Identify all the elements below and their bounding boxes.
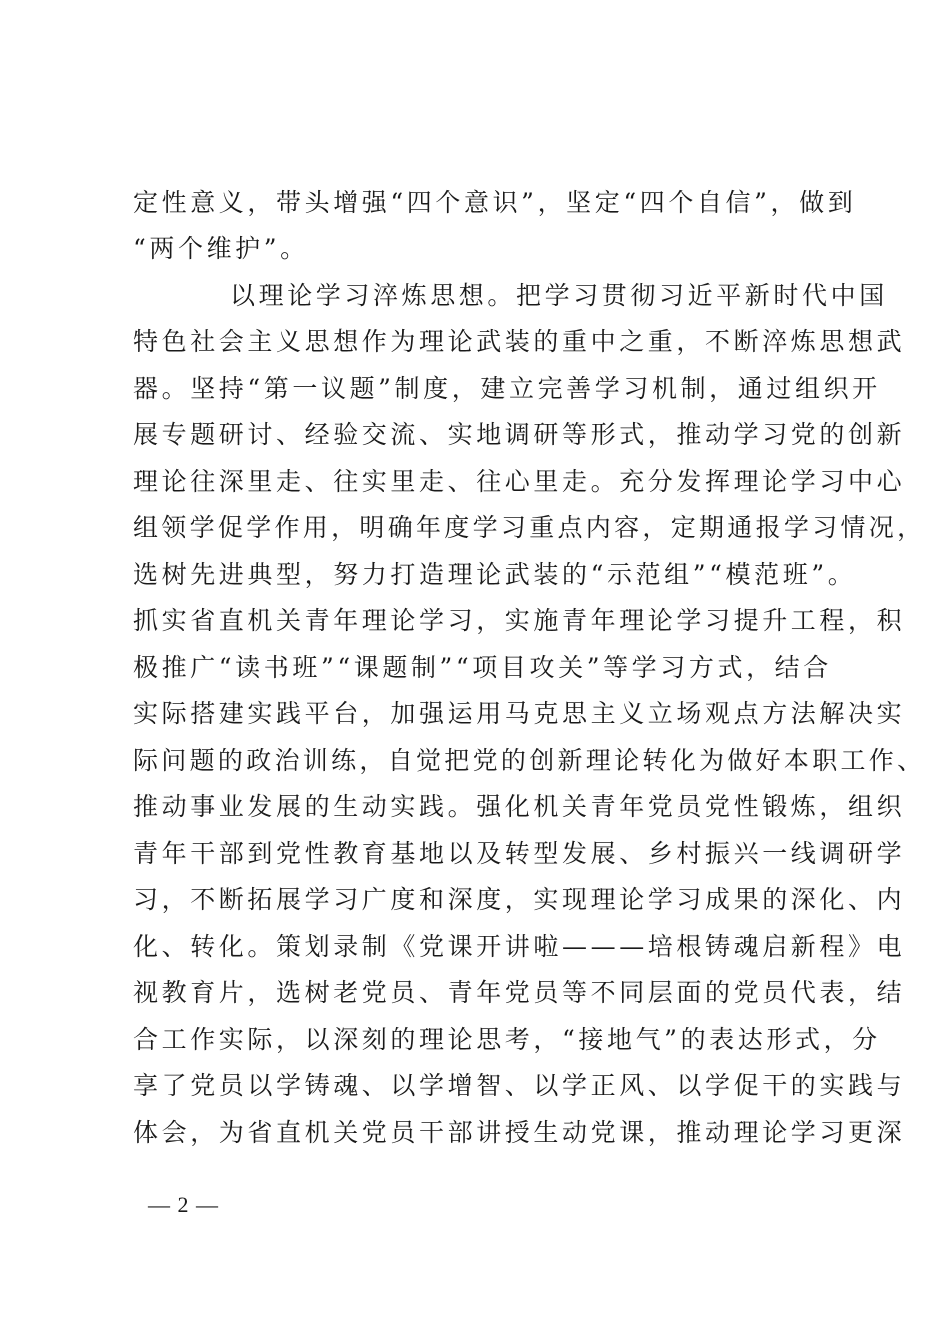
text-line-5: 器。坚持“第一议题”制度，建立完善学习机制，通过组织开	[133, 374, 881, 403]
paragraph-heading-line: 以理论学习淬炼思想。把学习贯彻习近平新时代中国	[230, 281, 888, 310]
text-line-20: 享了党员以学铸魂、以学增智、以学正风、以学促干的实践与	[133, 1071, 906, 1100]
text-line-8: 组领学促学作用，明确年度学习重点内容，定期通报学习情况，	[133, 513, 926, 542]
text-line-2: “两个维护”。	[133, 234, 309, 263]
text-line-6: 展专题研讨、经验交流、实地调研等形式，推动学习党的创新	[133, 420, 906, 449]
text-line-9: 选树先进典型，努力打造理论武装的“示范组”“模范班”。	[133, 560, 857, 589]
text-line-12: 实际搭建实践平台，加强运用马克思主义立场观点方法解决实	[133, 699, 906, 728]
text-line-18: 视教育片，选树老党员、青年党员等不同层面的党员代表，结	[133, 978, 906, 1007]
text-line-13: 际问题的政治训练，自觉把党的创新理论转化为做好本职工作、	[133, 746, 926, 775]
text-line-14: 推动事业发展的生动实践。强化机关青年党员党性锻炼，组织	[133, 792, 906, 821]
text-line-19: 合工作实际，以深刻的理论思考，“接地气”的表达形式，分	[133, 1025, 881, 1054]
text-line-4: 特色社会主义思想作为理论武装的重中之重，不断淬炼思想武	[133, 327, 906, 356]
text-line-1: 定性意义，带头增强“四个意识”，坚定“四个自信”，做到	[133, 188, 857, 217]
text-line-15: 青年干部到党性教育基地以及转型发展、乡村振兴一线调研学	[133, 839, 906, 868]
text-line-7: 理论往深里走、往实里走、往心里走。充分发挥理论学习中心	[133, 467, 906, 496]
page-number: — 2 —	[148, 1192, 219, 1217]
text-line-21: 体会，为省直机关党员干部讲授生动党课，推动理论学习更深	[133, 1118, 906, 1147]
text-line-17: 化、转化。策划录制《党课开讲啦———培根铸魂启新程》电	[133, 932, 906, 961]
text-line-11: 极推广“读书班”“课题制”“项目攻关”等学习方式，结合	[133, 653, 832, 682]
text-line-10: 抓实省直机关青年理论学习，实施青年理论学习提升工程，积	[133, 606, 906, 635]
text-line-16: 习，不断拓展学习广度和深度，实现理论学习成果的深化、内	[133, 885, 906, 914]
